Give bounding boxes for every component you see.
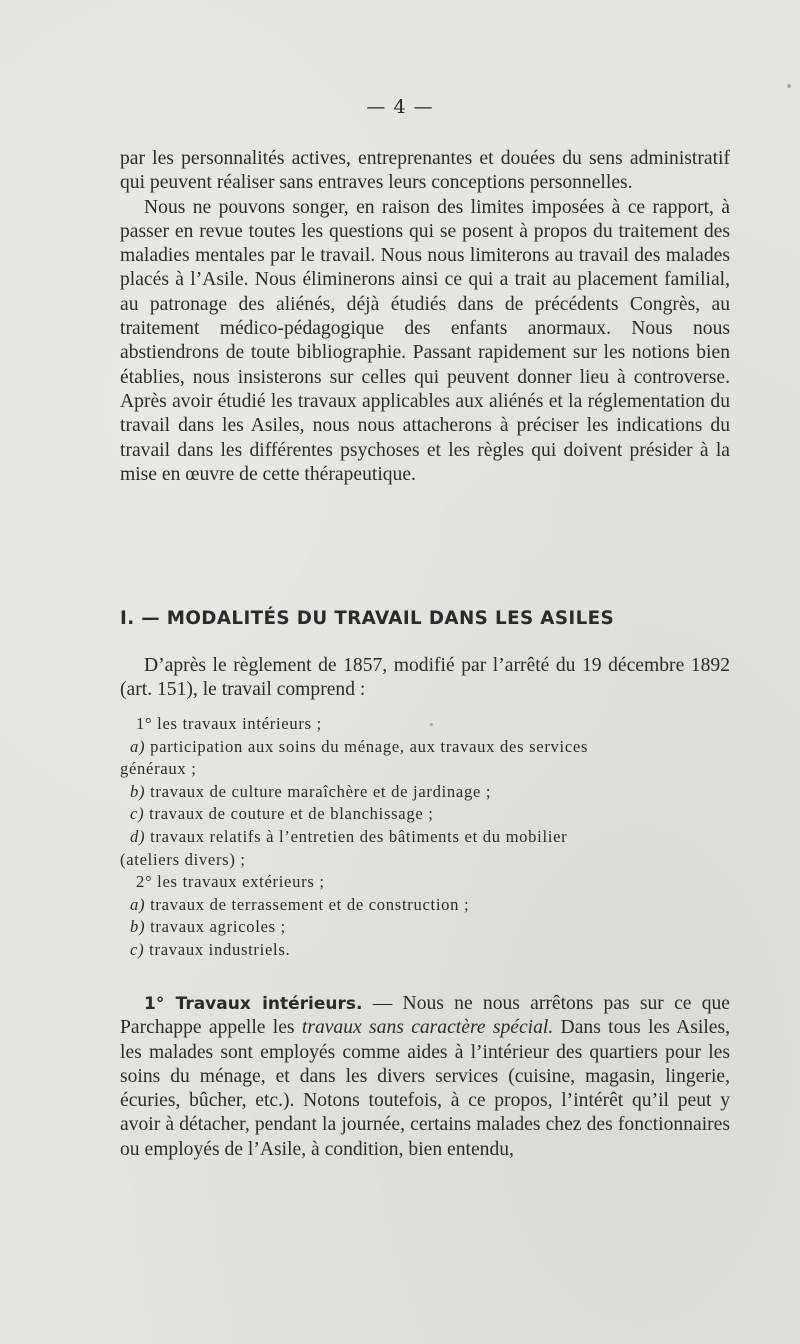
- list-item-continuation: (ateliers divers) ;: [120, 849, 246, 869]
- print-speck: [787, 84, 791, 88]
- list-item-letter: c): [130, 939, 145, 959]
- list-item-text: travaux de culture maraîchère et de jardinage ;: [150, 781, 492, 801]
- list-item-continuation: généraux ;: [120, 759, 197, 779]
- decree-text: [120, 654, 730, 703]
- intro-text: [120, 147, 730, 487]
- interior-work-paragraph: [120, 992, 730, 1162]
- list-item: [120, 894, 730, 917]
- section-heading: I. — MODALITÉS DU TRAVAIL DANS LES ASILES: [120, 608, 615, 629]
- list-item-text: travaux industriels.: [149, 939, 291, 959]
- list-item-letter: d): [130, 826, 146, 846]
- interior-work-text-after: Dans tous les Asiles, les malades sont employés comme aides à l’intérieur des quartiers pour les soins du ménage, et dans les divers services (cuisine, magasin, lingerie, écuries, bûcher, etc.). Notons toutefois, à ce propos, l’intérêt qu’il peut y avoir à détacher, pendant la journée, certains malades chez des fonctionnaires ou employés de l’Asile, à condition, bien entendu,: [120, 1017, 730, 1160]
- intro-paragraph-1: par les personnalités actives, entreprenantes et douées du sens administratif qui peuvent réaliser sans entraves leurs conceptions personnelles.: [120, 148, 730, 194]
- list-heading-exterior: 2° les travaux extérieurs ;: [136, 872, 325, 892]
- list-item-text: travaux agricoles ;: [150, 917, 286, 937]
- list-item-letter: a): [130, 894, 146, 914]
- list-item-letter: a): [130, 736, 146, 756]
- intro-paragraph-2: Nous ne pouvons songer, en raison des limites imposées à ce rapport, à passer en revue toutes les questions qui se posent à propos du traitement des maladies mentales par le travail. Nous nous limiterons au travail des malades placés à l’Asile. Nous éliminerons ainsi ce qui a trait au placement familial, au patronage des aliénés, déjà étudiés dans de précédents Congrès, au traitement médico-pédagogique des enfants anormaux. Nous nous abstiendrons de toute bibliographie. Passant rapidement sur les notions bien établies, nous insisterons sur celles qui peuvent donner lieu à controverse. Après avoir étudié les travaux applicables aux aliénés et la réglementation du travail dans les Asiles, nous nous attacherons à préciser les indications du travail dans les différentes psychoses et les règles qui doivent présider à la mise en œuvre de cette thérapeutique.: [120, 196, 730, 485]
- list-item-text: travaux relatifs à l’entretien des bâtiments et du mobilier: [150, 826, 568, 846]
- list-item: [120, 916, 730, 939]
- list-item: [120, 826, 730, 849]
- work-list: [120, 713, 730, 962]
- list-heading-interior: 1° les travaux intérieurs ;: [136, 714, 322, 733]
- list-item-text: travaux de couture et de blanchissage ;: [149, 804, 434, 824]
- list-item: [120, 803, 730, 826]
- interior-work-emphasis: travaux sans caractère spécial.: [301, 1017, 554, 1039]
- list-item: [120, 781, 730, 804]
- list-item-letter: b): [130, 917, 146, 937]
- print-speck: [430, 723, 433, 726]
- page-number: — 4 —: [366, 96, 434, 118]
- decree-paragraph: D’après le règlement de 1857, modifié par l’arrêté du 19 décembre 1892 (art. 151), le travail comprend :: [120, 655, 730, 701]
- interior-work-text: [120, 992, 730, 1162]
- list-item-letter: b): [130, 781, 146, 801]
- list-item: [120, 736, 730, 759]
- interior-work-label: 1° Travaux intérieurs.: [144, 994, 363, 1014]
- list-item: [120, 939, 730, 962]
- list-item-letter: c): [130, 804, 145, 824]
- list-item-text: participation aux soins du ménage, aux travaux des services: [150, 736, 589, 756]
- interior-work-text-before: — Nous ne nous arrêtons pas sur ce que Parchappe appelle les: [120, 993, 731, 1039]
- list-item-text: travaux de terrassement et de construction ;: [150, 894, 470, 914]
